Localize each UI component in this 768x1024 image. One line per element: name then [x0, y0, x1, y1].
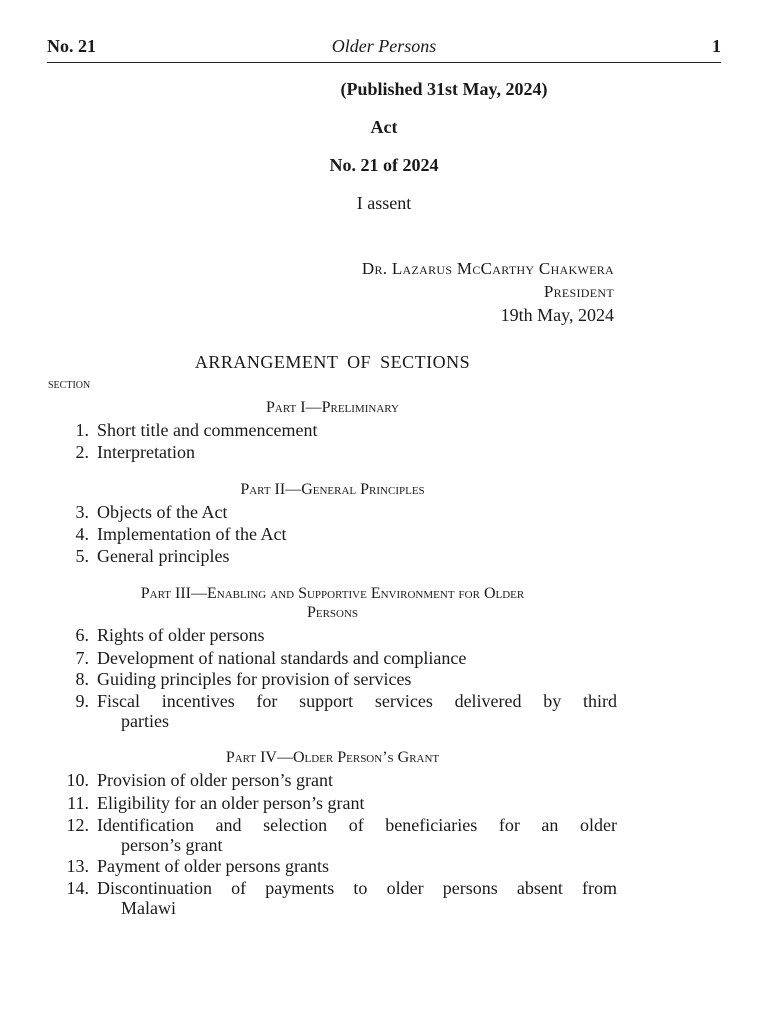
section-title-cont: parties [121, 711, 169, 731]
section-number: 12. [66, 815, 89, 835]
signatory-role: President [543, 282, 614, 301]
part-3-heading: Part III—Enabling and Supportive Environment for Older [140, 585, 525, 602]
section-number: 9. [75, 691, 89, 711]
section-number: 6. [75, 625, 89, 645]
section-number: 13. [66, 856, 89, 876]
section-title: Fiscal incentives for support services delivered by third [97, 691, 617, 711]
part-3-heading-cont: Persons [306, 604, 359, 621]
header-title: Older Persons [331, 36, 437, 56]
section-number: 2. [75, 442, 89, 462]
section-title: Interpretation [97, 442, 195, 462]
section-title: Discontinuation of payments to older persons absent from [97, 878, 617, 898]
act-label: Act [370, 117, 398, 137]
part-4-heading: Part IV—Older Person’s Grant [225, 749, 440, 766]
signatory-name: Dr. Lazarus McCarthy Chakwera [361, 259, 614, 278]
assent-date: 19th May, 2024 [500, 305, 614, 325]
section-number: 4. [75, 524, 89, 544]
section-title-cont: person’s grant [121, 835, 223, 855]
header-act-number: No. 21 [47, 36, 96, 56]
section-column-label: section [48, 377, 91, 392]
section-number: 10. [66, 770, 89, 790]
section-number: 8. [75, 669, 89, 689]
running-header [47, 34, 721, 63]
page-number: 1 [712, 36, 721, 56]
section-number: 11. [67, 793, 89, 813]
arrangement-title: ARRANGEMENT OF SECTIONS [194, 352, 471, 372]
section-title: Implementation of the Act [97, 524, 287, 544]
section-title: Payment of older persons grants [97, 856, 329, 876]
section-number: 1. [75, 420, 89, 440]
section-title: Guiding principles for provision of services [97, 669, 412, 689]
section-title-cont: Malawi [121, 898, 176, 918]
part-2-heading: Part II—General Principles [240, 481, 425, 498]
section-title: Provision of older person’s grant [97, 770, 333, 790]
section-title: Objects of the Act [97, 502, 228, 522]
act-number: No. 21 of 2024 [329, 155, 439, 175]
section-number: 7. [75, 648, 89, 668]
section-number: 3. [75, 502, 89, 522]
section-title: Rights of older persons [97, 625, 265, 645]
section-title: Eligibility for an older person’s grant [97, 793, 365, 813]
published-date: (Published 31st May, 2024) [340, 79, 548, 99]
section-number: 14. [66, 878, 89, 898]
section-title: Short title and commencement [97, 420, 318, 440]
section-title: General principles [97, 546, 230, 566]
section-title: Development of national standards and compliance [97, 648, 467, 668]
part-1-heading: Part I—Preliminary [266, 399, 399, 416]
assent-text: I assent [356, 193, 412, 213]
section-number: 5. [75, 546, 89, 566]
section-title: Identification and selection of beneficiaries for an older [97, 815, 617, 835]
